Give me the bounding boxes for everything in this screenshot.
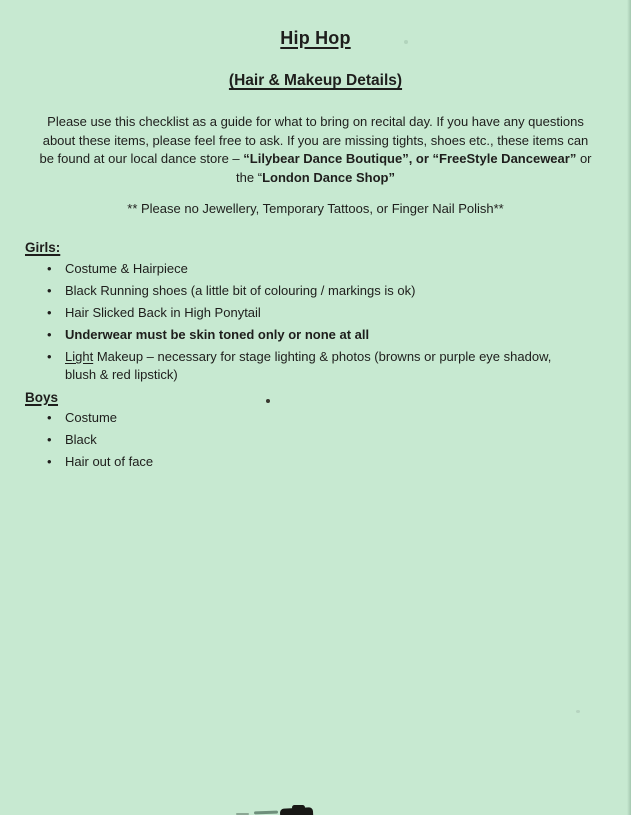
intro-line-3: be found at our local dance store – “Lilybear Dance Boutique”, or “FreeStyle Dancewear” or	[39, 151, 592, 167]
bullet-icon: •	[47, 349, 52, 364]
list-item: • Costume & Hairpiece	[47, 261, 188, 276]
intro-paragraph	[18, 113, 613, 187]
intro-line-1: Please use this checklist as a guide for what to bring on recital day. If you have any questions	[47, 114, 584, 129]
scan-artifact-bottom	[280, 807, 313, 815]
bullet-icon: •	[47, 454, 52, 469]
scan-artifact-bottom	[254, 811, 278, 815]
page-subtitle: (Hair & Makeup Details)	[228, 72, 403, 89]
page-title: Hip Hop	[280, 28, 351, 48]
list-item: • Light Makeup – necessary for stage lighting & photos (browns or purple eye shadow, blush & red lipstick)	[47, 349, 552, 382]
scan-speck	[576, 710, 580, 713]
boys-section-heading: Boys	[25, 390, 59, 405]
bullet-icon: •	[47, 261, 52, 276]
store-names-bold: “Lilybear Dance Boutique”, or “FreeStyle Dancewear”	[243, 151, 577, 167]
bullet-icon: •	[47, 305, 52, 320]
subtitle-row	[0, 72, 631, 90]
bullet-icon: •	[47, 283, 52, 298]
page-edge-shadow	[627, 0, 631, 815]
scan-speck	[404, 40, 408, 44]
intro-line-2: about these items, please feel free to ask. If you are missing tights, shoes etc., these items can	[42, 132, 589, 148]
list-item: • Costume	[47, 410, 118, 425]
underlined-word: Light	[65, 349, 94, 364]
bullet-icon: •	[47, 410, 52, 425]
intro-line-4: the “London Dance Shop”	[236, 169, 395, 185]
list-item: • Hair Slicked Back in High Ponytail	[47, 305, 261, 320]
bullet-icon: •	[47, 327, 52, 342]
store-name-bold: London Dance Shop”	[262, 169, 395, 185]
girls-section-heading: Girls:	[25, 240, 61, 255]
scan-speck	[266, 399, 270, 403]
list-item: • Black Running shoes (a little bit of colouring / markings is ok)	[47, 283, 416, 298]
list-item: • Black	[47, 432, 97, 447]
boys-checklist	[25, 410, 153, 476]
girls-checklist	[25, 261, 551, 390]
list-item: • Hair out of face	[47, 454, 154, 469]
title-row	[0, 28, 631, 49]
list-item: • Underwear must be skin toned only or none at all	[47, 327, 370, 342]
bullet-icon: •	[47, 432, 52, 447]
no-jewellery-note: ** Please no Jewellery, Temporary Tattoos, or Finger Nail Polish**	[127, 201, 504, 216]
